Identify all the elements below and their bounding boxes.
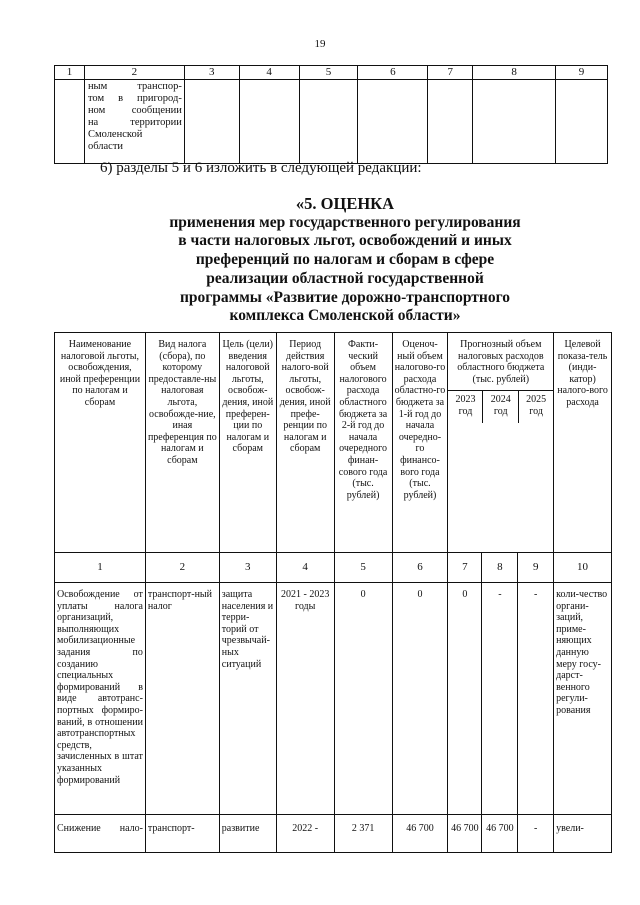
column-number: 8 <box>473 66 556 80</box>
cell-actual: 0 <box>334 583 392 815</box>
cell-period: 2021 - 2023 годы <box>276 583 334 815</box>
cell-indicator: коли-чество органи-заций, приме-няющих данную меру госу-дарст-венного регули-рования <box>554 583 612 815</box>
previous-table-continuation <box>54 65 608 164</box>
header-name: Наименование налоговой льготы, освобождения, иной преференции по налогам и сборам <box>55 333 146 553</box>
column-number: 3 <box>219 553 276 583</box>
column-number-row <box>55 553 612 583</box>
header-actual-volume: Факти-ческий объем налогового расхода областного бюджета за 2-й год до начала очередного финан-сового года (тыс. рублей) <box>334 333 392 553</box>
cell-benefit-name: Снижение нало- <box>55 815 146 853</box>
header-year-2024: 2024 год <box>483 391 519 424</box>
cell-tax-type: транспорт- <box>145 815 219 853</box>
cell-2023: 46 700 <box>448 815 482 853</box>
column-number: 1 <box>55 66 85 80</box>
column-number: 7 <box>428 66 473 80</box>
cell-2024: 46 700 <box>482 815 518 853</box>
column-number: 5 <box>299 66 358 80</box>
column-number: 10 <box>554 553 612 583</box>
page-number: 19 <box>314 38 326 50</box>
cell-period: 2022 - <box>276 815 334 853</box>
header-year-2025: 2025 год <box>519 391 554 424</box>
column-number: 1 <box>55 553 146 583</box>
cell-2024: - <box>482 583 518 815</box>
header-forecast: Прогнозный объем налоговых расходов областного бюджета (тыс. рублей) <box>457 339 545 385</box>
column-number: 5 <box>334 553 392 583</box>
header-period: Период действия налого-вой льготы, освобож-дения, иной префе-ренции по налогам и сборам <box>276 333 334 553</box>
column-number: 2 <box>145 553 219 583</box>
column-number: 6 <box>358 66 428 80</box>
table-row <box>55 80 608 164</box>
header-indicator: Целевой показа-тель (инди-катор) налого-вого расхода <box>554 333 612 553</box>
column-number: 4 <box>276 553 334 583</box>
column-number: 6 <box>392 553 448 583</box>
header-year-2023: 2023 год <box>448 391 483 424</box>
header-goal: Цель (цели) введения налоговой льготы, освобож-дения, иной преферен-ции по налогам и сборам <box>219 333 276 553</box>
column-number: 4 <box>239 66 299 80</box>
column-number: 8 <box>482 553 518 583</box>
column-number: 9 <box>556 66 608 80</box>
cell-indicator: увели- <box>554 815 612 853</box>
cell-2025: - <box>518 815 554 853</box>
header-row <box>55 333 612 553</box>
cell-goal: защита населения и терри-торий от чрезвычай-ных ситуаций <box>219 583 276 815</box>
header-tax-type: Вид налога (сбора), по которому предоставле-ны налоговая льгота, освобожде-ние, иная преференция по налогам и сборам <box>145 333 219 553</box>
column-number: 3 <box>184 66 239 80</box>
column-number-row <box>55 66 608 80</box>
table-row <box>55 583 612 815</box>
cell-tax-type: транспорт-ный налог <box>145 583 219 815</box>
tax-benefits-table <box>54 332 612 853</box>
column-number: 9 <box>518 553 554 583</box>
column-number: 7 <box>448 553 482 583</box>
header-estimated-volume: Оценоч-ный объем налогово-го расхода областно-го бюджета за 1-й год до начала очередно-го финансо-вого года (тыс. рублей) <box>392 333 448 553</box>
cell-goal: развитие <box>219 815 276 853</box>
table-row <box>55 815 612 853</box>
cell-actual: 2 371 <box>334 815 392 853</box>
cell-estimated: 0 <box>392 583 448 815</box>
column-number: 2 <box>84 66 184 80</box>
cell-benefit-name: Освобождение от уплаты налога организаций, выполняющих мобилизационные задания по созданию специальных формирований в виде автотранс-портных формиро-ваний, в отношении автотранспортных средств, зачисленных в штат указанных формирований <box>55 583 146 815</box>
amendment-intro: 6) разделы 5 и 6 изложить в следующей редакции: <box>100 160 422 176</box>
cell-2025: - <box>518 583 554 815</box>
header-forecast-group <box>448 333 554 553</box>
continued-cell-text: ным транспор- том в пригород- ном сообщении на территории Смоленской области <box>84 80 184 164</box>
cell-estimated: 46 700 <box>392 815 448 853</box>
section-heading: «5. ОЦЕНКА применения мер государственного регулирования в части налоговых льгот, освобождений и иных преференций по налогам и сборам в сфере реализации областной государственной программы «Развитие дорожно-транспортного комплекса Смоленской области» <box>169 194 521 325</box>
cell-2023: 0 <box>448 583 482 815</box>
